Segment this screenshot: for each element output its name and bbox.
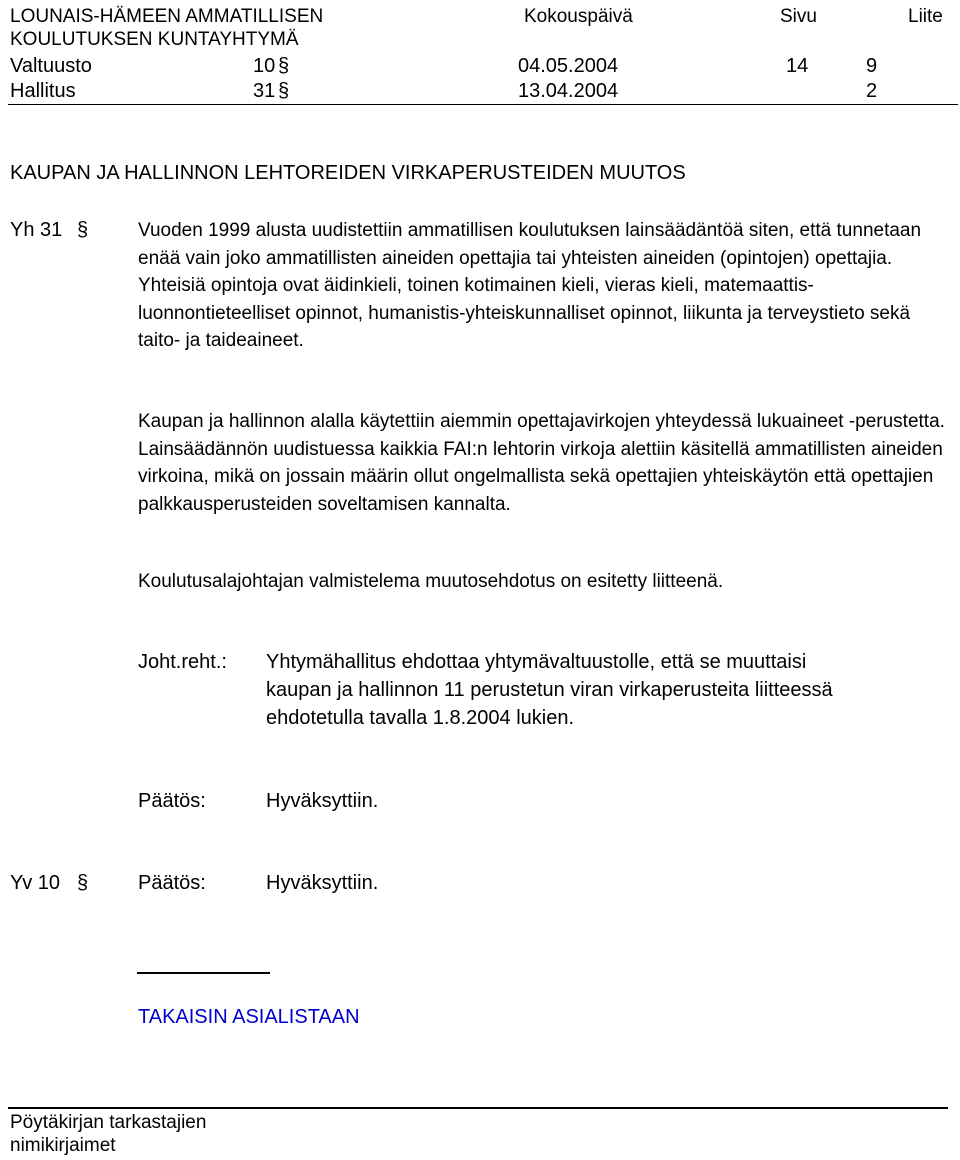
proposal-line: ehdotetulla tavalla 1.8.2004 lukien. xyxy=(266,707,575,729)
header-row-number: 31 xyxy=(253,80,276,102)
footer-divider xyxy=(8,1107,948,1109)
section-sign-icon: § xyxy=(77,219,89,241)
back-to-agenda-link[interactable]: TAKAISIN ASIALISTAAN xyxy=(138,1006,360,1028)
footer-initials-label: nimikirjaimet xyxy=(10,1135,116,1156)
paragraph-background: Kaupan ja hallinnon alalla käytettiin aiemmin opettajavirkojen yhteydessä lukuaineet -perustetta. Lainsäädännön uudistuessa kaikkia FAI:n lehtorin virkoja alettiin käsitellä ammatillisten aineiden virkoina, mikä on jossain määrin ollut ongelmallista sekä opettajien yhteiskäytön että opettajien palkkausperusteiden soveltamisen kannalta. xyxy=(138,411,945,515)
header-row-attachment: 9 xyxy=(866,55,878,77)
yv-section-label: Yv 10 xyxy=(10,872,61,894)
header-row-page: 14 xyxy=(786,55,809,77)
paragraph-proposal-note: Koulutusalajohtajan valmistelema muutosehdotus on esitetty liitteenä. xyxy=(138,571,724,592)
document-title: KAUPAN JA HALLINNON LEHTOREIDEN VIRKAPERUSTEIDEN MUUTOS xyxy=(10,162,686,184)
yv-decision-label: Päätös: xyxy=(138,872,206,894)
meeting-date-heading: Kokouspäivä xyxy=(524,6,633,27)
footer-reviewers-label: Pöytäkirjan tarkastajien xyxy=(10,1112,207,1133)
organization-name-line2: KOULUTUKSEN KUNTAYHTYMÄ xyxy=(10,29,299,50)
header-row-attachment: 2 xyxy=(866,80,878,102)
page-heading: Sivu xyxy=(780,6,817,27)
header-divider xyxy=(8,104,958,105)
short-separator-line xyxy=(137,972,270,974)
header-row-number: 10 xyxy=(253,55,276,77)
section-label: Yh 31 xyxy=(10,219,63,241)
proposal-label: Joht.reht.: xyxy=(138,651,227,673)
section-sign-icon: § xyxy=(278,55,290,77)
decision-label: Päätös: xyxy=(138,790,206,812)
organization-name-line1: LOUNAIS-HÄMEEN AMMATILLISEN xyxy=(10,6,324,27)
header-row-date: 04.05.2004 xyxy=(518,55,619,77)
yv-decision-value: Hyväksyttiin. xyxy=(266,872,379,894)
attachment-heading: Liite xyxy=(908,6,943,27)
header-row-body: Hallitus xyxy=(10,80,76,102)
proposal-line: Yhtymähallitus ehdottaa yhtymävaltuustolle, että se muuttaisi xyxy=(266,651,807,673)
decision-value: Hyväksyttiin. xyxy=(266,790,379,812)
proposal-line: kaupan ja hallinnon 11 perustetun viran virkaperusteita liitteessä xyxy=(266,679,833,701)
header-row-date: 13.04.2004 xyxy=(518,80,619,102)
section-sign-icon: § xyxy=(77,872,89,894)
paragraph-intro: Vuoden 1999 alusta uudistettiin ammatillisen koulutuksen lainsäädäntöä siten, että tunnetaan enää vain joko ammatillisten aineiden opettajia tai yhteisten aineiden (opintojen) opettajia. Yhteisiä opintoja ovat äidinkieli, toinen kotimainen kieli, vieras kieli, matemaattis-luonnontieteelliset opinnot, humanistis-yhteiskunnalliset opinnot, liikunta ja terveystieto sekä taito- ja taideaineet. xyxy=(138,220,922,351)
section-sign-icon: § xyxy=(278,80,290,102)
header-row-body: Valtuusto xyxy=(10,55,92,77)
